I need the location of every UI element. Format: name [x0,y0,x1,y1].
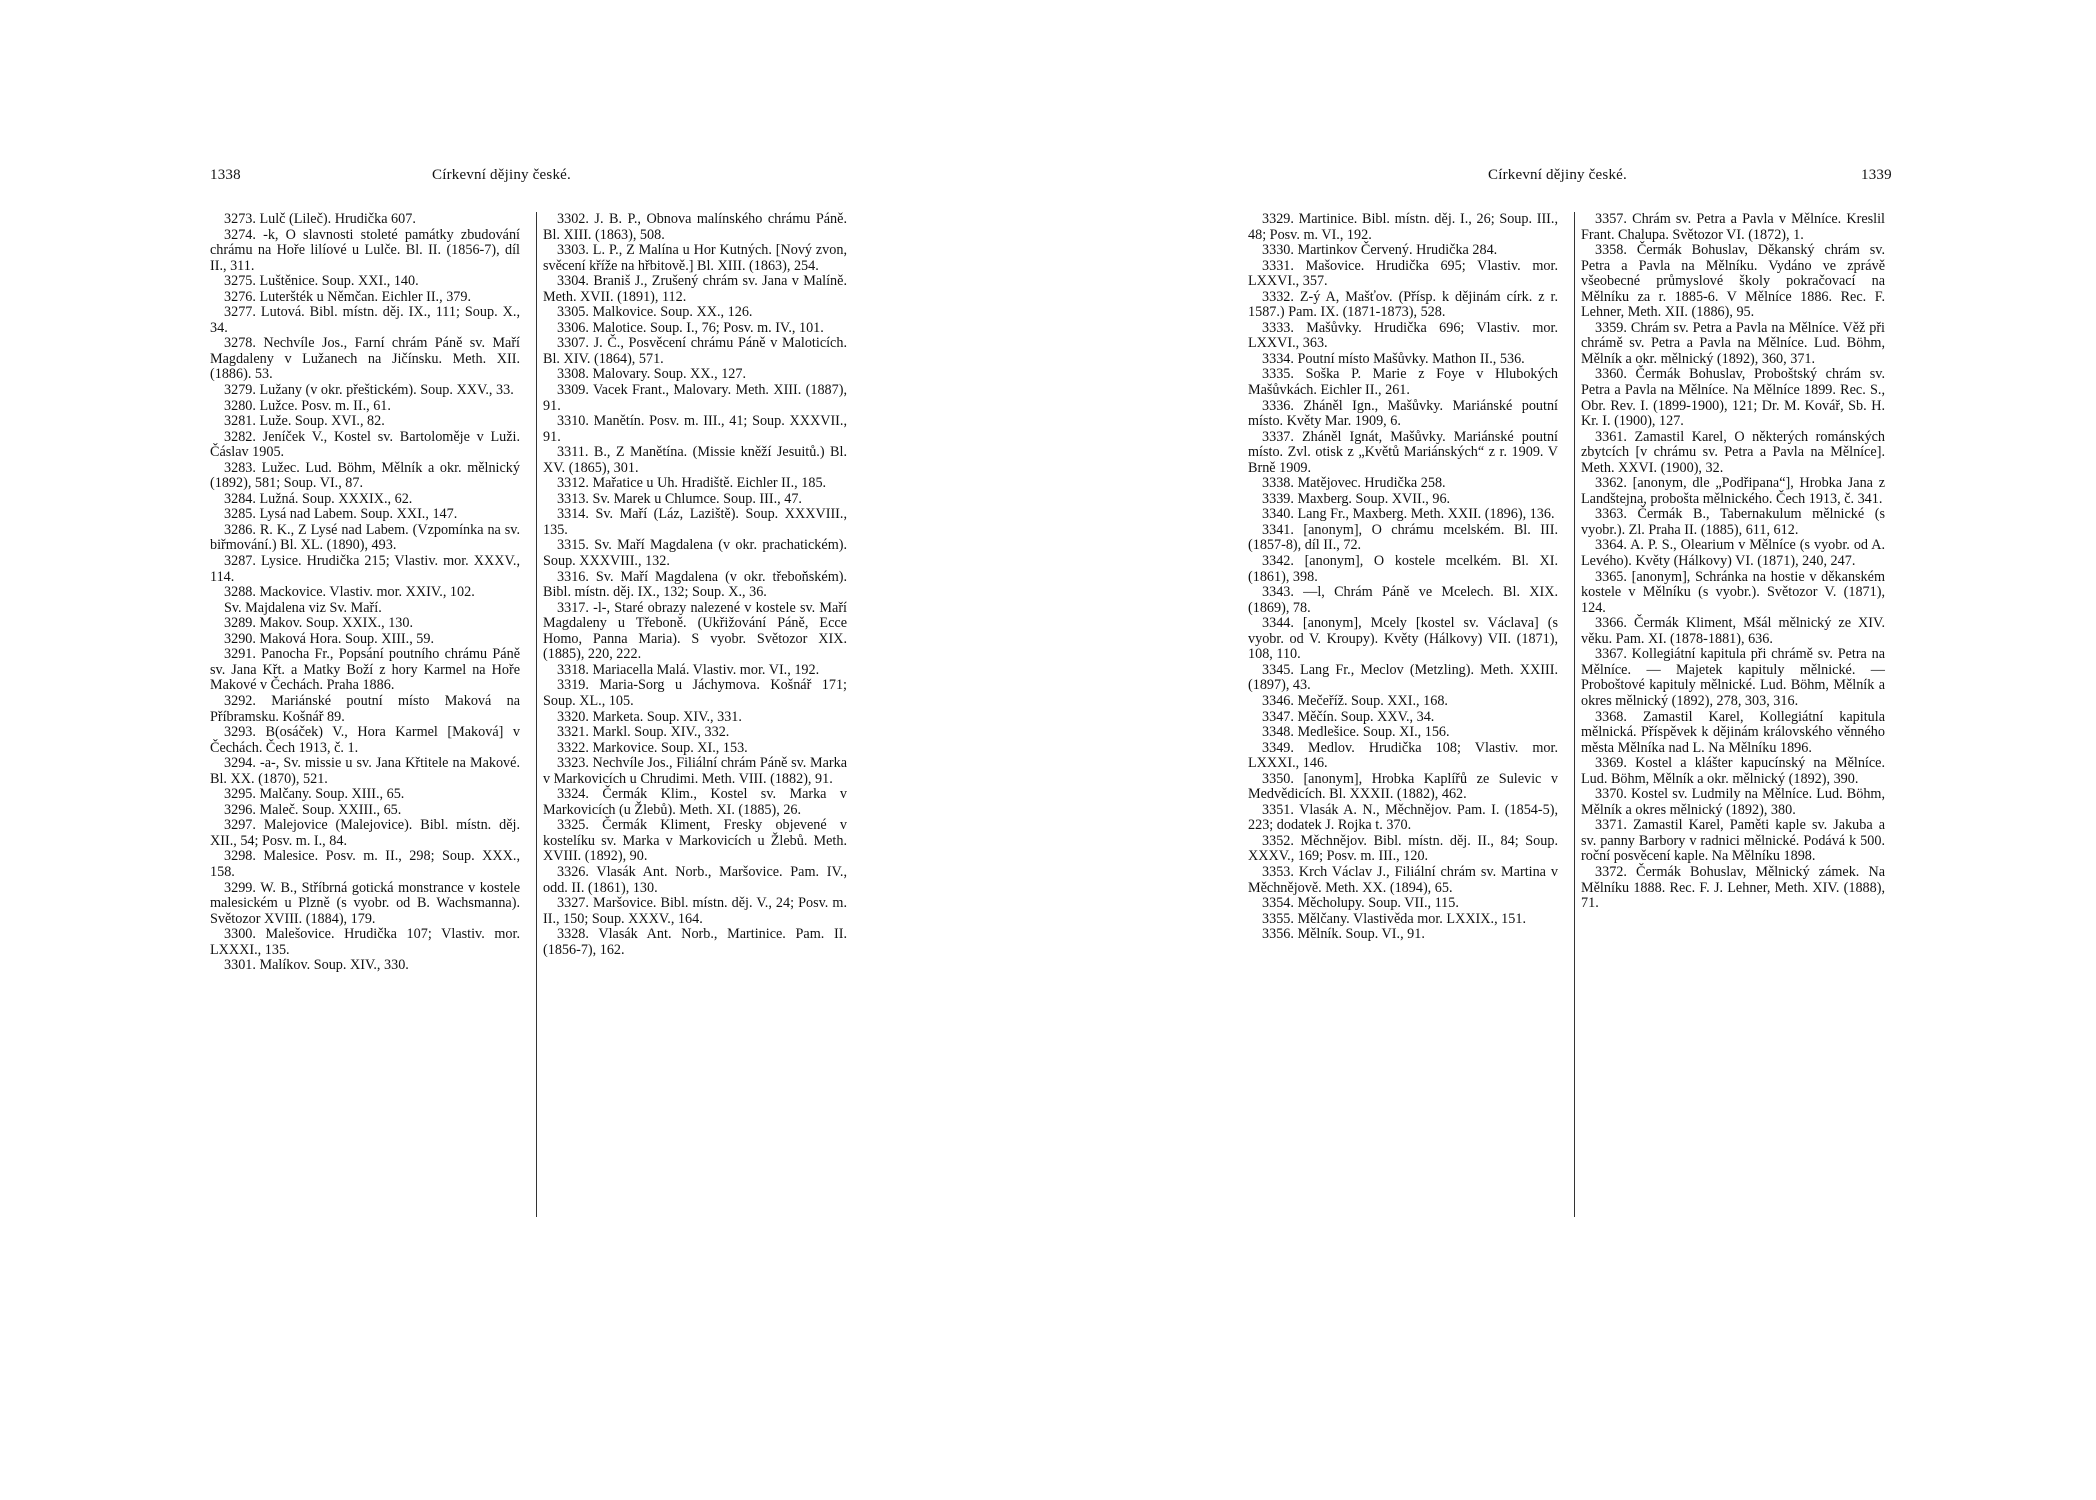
bibliography-entry: 3369. Kostel a klášter kapucínský na Mělníce. Lud. Böhm, Mělník a okr. mělnický (1892), 390. [1581,755,1885,787]
bibliography-entry: 3349. Medlov. Hrudička 108; Vlastiv. mor. LXXXI., 146. [1248,739,1558,772]
bibliography-entry: 3290. Maková Hora. Soup. XIII., 59. [224,630,435,647]
bibliography-entry: 3305. Malkovice. Soup. XX., 126. [557,304,753,321]
bibliography-entry: 3288. Mackovice. Vlastiv. mor. XXIV., 102. [224,584,475,601]
bibliography-entry: 3335. Soška P. Marie z Foye v Hlubokých Mašůvkách. Eichler II., 261. [1248,366,1558,399]
bibliography-entry: 3283. Lužec. Lud. Böhm, Mělník a okr. mělnický (1892), 581; Soup. VI., 87. [210,459,520,492]
bibliography-entry: 3362. [anonym, dle „Podřipana“], Hrobka Jana z Landštejna, probošta mělnického. Čech 1913, č. 341. [1581,475,1885,507]
bibliography-entry: 3327. Maršovice. Bibl. místn. děj. V., 24; Posv. m. II., 150; Soup. XXXV., 164. [543,895,847,927]
bibliography-entry: 3368. Zamastil Karel, Kollegiátní kapitula mělnická. Příspěvek k dějinám královského věnného města Mělníka nad L. Na Mělníku 1896. [1581,708,1885,756]
bibliography-entry: 3280. Lužce. Posv. m. II., 61. [224,397,391,414]
left-column-2 [536,212,847,1217]
bibliography-entry: 3293. B(osáček) V., Hora Karmel [Maková] v Čechách. Čech 1913, č. 1. [210,724,520,756]
right-column-1 [1248,212,1558,943]
bibliography-entry: 3350. [anonym], Hrobka Kaplířů ze Sulevic v Medvědicích. Bl. XXXII. (1882), 462. [1248,770,1558,803]
bibliography-entry: 3357. Chrám sv. Petra a Pavla v Mělníce. Kreslil Frant. Chalupa. Světozor VI. (1872), 1. [1581,211,1885,243]
bibliography-entry: 3292. Mariánské poutní místo Maková na Příbramsku. Košnář 89. [210,692,520,725]
bibliography-entry: 3338. Matějovec. Hrudička 258. [1262,475,1446,492]
bibliography-entry: 3346. Mečeříž. Soup. XXI., 168. [1262,692,1448,709]
bibliography-entry: 3318. Mariacella Malá. Vlastiv. mor. VI., 192. [557,661,820,678]
bibliography-entry: 3286. R. K., Z Lysé nad Labem. (Vzpomínka na sv. biřmování.) Bl. XL. (1890), 493. [210,521,520,554]
bibliography-entry: 3285. Lysá nad Labem. Soup. XXI., 147. [224,506,458,523]
bibliography-entry: 3313. Sv. Marek u Chlumce. Soup. III., 47. [557,490,802,507]
bibliography-entry: 3365. [anonym], Schránka na hostie v děkanském kostele v Mělníku (s vyobr.). Světozor V. (1871), 124. [1581,568,1885,616]
bibliography-entry: 3351. Vlasák A. N., Měchnějov. Pam. I. (1854-5), 223; dodatek J. Rojka t. 370. [1248,801,1558,834]
bibliography-entry: 3276. Luteršték u Němčan. Eichler II., 379. [224,288,472,305]
bibliography-entry: 3359. Chrám sv. Petra a Pavla na Mělníce. Věž při chrámě sv. Petra a Pavla na Mělníce. Lud. Böhm, Mělník a okr. mělnický (1892), 360, 371. [1581,319,1885,367]
bibliography-entry: 3282. Jeníček V., Kostel sv. Bartoloměje v Luži. Čáslav 1905. [210,428,520,461]
bibliography-entry: 3311. B., Z Manětína. (Missie kněží Jesuitů.) Bl. XV. (1865), 301. [543,444,847,476]
bibliography-entry: 3309. Vacek Frant., Malovary. Meth. XIII. (1887), 91. [543,382,847,414]
bibliography-entry: 3360. Čermák Bohuslav, Proboštský chrám sv. Petra a Pavla na Mělníce. Na Mělníce 1899. Rec. S., Obr. Rev. I. (1899-1900), 121; Dr. M. Kovář, Sb. H. Kr. I. (1900), 127. [1581,366,1885,430]
bibliography-entry: 3320. Marketa. Soup. XIV., 331. [557,708,742,725]
bibliography-entry: 3324. Čermák Klim., Kostel sv. Marka v Markovicích (u Žlebů). Meth. XI. (1885), 26. [543,786,847,818]
bibliography-entry: 3342. [anonym], O kostele mcelkém. Bl. XI. (1861), 398. [1248,553,1558,585]
bibliography-entry: 3314. Sv. Maří (Láz, Laziště). Soup. XXXVIII., 135. [543,506,847,538]
bibliography-entry: 3323. Nechvíle Jos., Filiální chrám Páně sv. Marka v Markovicích u Chrudimi. Meth. VIII. (1882), 91. [543,755,847,787]
bibliography-entry: 3316. Sv. Maří Magdalena (v okr. třeboňském). Bibl. místn. děj. IX., 132; Soup. X., 36. [543,568,847,601]
bibliography-entry: 3343. —l, Chrám Páně ve Mcelech. Bl. XIX. (1869), 78. [1248,584,1558,616]
running-title: Církevní dějiny české. [1488,167,1627,183]
bibliography-entry: 3333. Mašůvky. Hrudička 696; Vlastiv. mor. LXXVI., 363. [1248,319,1558,352]
bibliography-entry: 3277. Lutová. Bibl. místn. děj. IX., 111; Soup. X., 34. [210,304,520,336]
bibliography-entry: 3275. Luštěnice. Soup. XXI., 140. [224,273,419,290]
bibliography-entry: 3334. Poutní místo Mašůvky. Mathon II., 536. [1262,350,1525,367]
page-number: 1338 [210,167,241,183]
bibliography-entry: 3336. Zháněl Ign., Mašůvky. Mariánské poutní místo. Květy Mar. 1909, 6. [1248,397,1558,430]
bibliography-entry: 3370. Kostel sv. Ludmily na Mělníce. Lud. Böhm, Mělník a okres mělnický (1892), 380. [1581,786,1885,818]
bibliography-entry: 3306. Malotice. Soup. I., 76; Posv. m. IV., 101. [557,319,824,336]
bibliography-entry: Sv. Majdalena viz Sv. Maří. [224,599,382,616]
bibliography-entry: 3363. Čermák B., Tabernakulum mělnické (s vyobr.). Zl. Praha II. (1885), 611, 612. [1581,506,1885,538]
bibliography-entry: 3308. Malovary. Soup. XX., 127. [557,366,747,383]
bibliography-entry: 3367. Kollegiátní kapitula při chrámě sv. Petra na Mělníce. — Majetek kapituly mělnické. — Proboštové kapituly mělnické. Lud. Böhm, Mělník a okres mělnický (1892), 278, 303, 316. [1581,646,1885,709]
bibliography-entry: 3352. Měchnějov. Bibl. místn. děj. II., 84; Soup. XXXV., 169; Posv. m. III., 120. [1248,832,1558,865]
bibliography-entry: 3274. -k, O slavnosti stoleté památky zbudování chrámu na Hoře lilíové u Lulče. Bl. II. (1856-7), díl II., 311. [210,226,520,274]
bibliography-entry: 3284. Lužná. Soup. XXXIX., 62. [224,490,413,507]
bibliography-entry: 3302. J. B. P., Obnova malínského chrámu Páně. Bl. XIII. (1863), 508. [543,211,847,243]
bibliography-entry: 3297. Malejovice (Malejovice). Bibl. místn. děj. XII., 54; Posv. m. I., 84. [210,817,520,849]
bibliography-entry: 3325. Čermák Kliment, Fresky objevené v kostelíku sv. Marka v Markovicích u Žlebů. Meth. XVIII. (1892), 90. [543,817,847,865]
bibliography-entry: 3337. Zháněl Ignát, Mašůvky. Mariánské poutní místo. Zvl. otisk z „Květů Mariánských“ z r. 1909. V Brně 1909. [1248,428,1558,476]
bibliography-entry: 3289. Makov. Soup. XXIX., 130. [224,615,414,632]
bibliography-entry: 3328. Vlasák Ant. Norb., Martinice. Pam. II. (1856-7), 162. [543,926,847,958]
bibliography-entry: 3310. Manětín. Posv. m. III., 41; Soup. XXXVII., 91. [543,413,847,445]
bibliography-entry: 3347. Měčín. Soup. XXV., 34. [1262,708,1435,725]
bibliography-entry: 3371. Zamastil Karel, Paměti kaple sv. Jakuba a sv. panny Barbory v radnici mělnické. Podává k 500. roční posvěcení kaple. Na Mělníku 1898. [1581,817,1885,865]
page-number: 1339 [1861,167,1892,183]
bibliography-entry: 3322. Markovice. Soup. XI., 153. [557,739,748,756]
bibliography-entry: 3296. Maleč. Soup. XXIII., 65. [224,801,402,818]
right-page [1048,0,2096,1500]
bibliography-entry: 3273. Lulč (Lileč). Hrudička 607. [224,211,416,227]
bibliography-entry: 3294. -a-, Sv. missie u sv. Jana Křtitele na Makové. Bl. XX. (1870), 521. [210,755,520,787]
bibliography-entry: 3345. Lang Fr., Meclov (Metzling). Meth. XXIII. (1897), 43. [1248,661,1558,694]
bibliography-entry: 3278. Nechvíle Jos., Farní chrám Páně sv. Maří Magdaleny v Lužanech na Jičínsku. Meth. XII. (1886). 53. [210,335,520,383]
left-column-1 [210,212,520,974]
bibliography-entry: 3307. J. Č., Posvěcení chrámu Páně v Maloticích. Bl. XIV. (1864), 571. [543,335,847,367]
bibliography-entry: 3366. Čermák Kliment, Mšál mělnický ze XIV. věku. Pam. XI. (1878-1881), 636. [1581,615,1885,647]
bibliography-entry: 3329. Martinice. Bibl. místn. děj. I., 26; Soup. III., 48; Posv. m. VI., 192. [1248,211,1558,243]
bibliography-entry: 3353. Krch Václav J., Filiální chrám sv. Martina v Měchnějově. Meth. XX. (1894), 65. [1248,863,1558,896]
bibliography-entry: 3361. Zamastil Karel, O některých románských zbytcích [v chrámu sv. Petra a Pavla na Mělníce]. Meth. XXVI. (1900), 32. [1581,428,1885,476]
bibliography-entry: 3339. Maxberg. Soup. XVII., 96. [1262,490,1451,507]
bibliography-entry: 3344. [anonym], Mcely [kostel sv. Václava] (s vyobr. od V. Kroupy). Květy (Hálkovy) VII. (1871), 108, 110. [1248,615,1558,663]
bibliography-entry: 3301. Malíkov. Soup. XIV., 330. [224,957,409,974]
bibliography-entry: 3355. Mělčany. Vlastivěda mor. LXXIX., 151. [1262,910,1526,927]
bibliography-entry: 3340. Lang Fr., Maxberg. Meth. XXII. (1896), 136. [1262,506,1555,523]
bibliography-entry: 3291. Panocha Fr., Popsání poutního chrámu Páně sv. Jana Křt. a Matky Boží z hory Karmel na Hoře Makové v Čechách. Praha 1886. [210,646,520,694]
bibliography-entry: 3356. Mělník. Soup. VI., 91. [1262,926,1425,943]
bibliography-entry: 3331. Mašovice. Hrudička 695; Vlastiv. mor. LXXVI., 357. [1248,257,1558,290]
bibliography-entry: 3287. Lysice. Hrudička 215; Vlastiv. mor. XXXV., 114. [210,553,520,585]
bibliography-entry: 3304. Braniš J., Zrušený chrám sv. Jana v Malíně. Meth. XVII. (1891), 112. [543,273,847,305]
bibliography-entry: 3332. Z-ý A, Mašťov. (Přísp. k dějinám círk. z r. 1587.) Pam. IX. (1871-1873), 528. [1248,288,1558,321]
bibliography-entry: 3354. Měcholupy. Soup. VII., 115. [1262,895,1459,912]
bibliography-entry: 3303. L. P., Z Malína u Hor Kutných. [Nový zvon, svěcení kříže na hřbitově.] Bl. XIII. (1863), 254. [543,242,847,274]
bibliography-entry: 3326. Vlasák Ant. Norb., Maršovice. Pam. IV., odd. II. (1861), 130. [543,863,847,896]
bibliography-entry: 3341. [anonym], O chrámu mcelském. Bl. III. (1857-8), díl II., 72. [1248,521,1558,554]
bibliography-entry: 3372. Čermák Bohuslav, Mělnický zámek. Na Mělníku 1888. Rec. F. J. Lehner, Meth. XIV. (1888), 71. [1581,863,1885,912]
right-column-2 [1574,212,1885,1217]
bibliography-entry: 3317. -l-, Staré obrazy nalezené v kostele sv. Maří Magdaleny u Třeboně. (Ukřižování Páně, Ecce Homo, Panna Maria). S vyobr. Světozor XIX. (1885), 220, 222. [543,599,847,663]
bibliography-entry: 3279. Lužany (v okr. přeštickém). Soup. XXV., 33. [224,382,514,399]
bibliography-entry: 3315. Sv. Maří Magdalena (v okr. prachatickém). Soup. XXXVIII., 132. [543,537,847,570]
bibliography-entry: 3348. Medlešice. Soup. XI., 156. [1262,724,1450,741]
bibliography-entry: 3321. Markl. Soup. XIV., 332. [557,724,730,741]
bibliography-entry: 3300. Malešovice. Hrudička 107; Vlastiv. mor. LXXXI., 135. [210,926,520,958]
bibliography-entry: 3330. Martinkov Červený. Hrudička 284. [1262,242,1498,259]
bibliography-entry: 3295. Malčany. Soup. XIII., 65. [224,786,405,803]
bibliography-entry: 3299. W. B., Stříbrná gotická monstrance v kostele malesickém u Plzně (s vyobr. od B. Wachsmanna). Světozor XVIII. (1884), 179. [210,879,520,927]
bibliography-entry: 3364. A. P. S., Olearium v Mělníce (s vyobr. od A. Levého). Květy (Hálkovy) VI. (1871), 240, 247. [1581,537,1885,570]
bibliography-entry: 3358. Čermák Bohuslav, Děkanský chrám sv. Petra a Pavla na Mělníku. Vydáno ve zprávě všeobecné průmyslové školy pokračovací na Mělníku za r. 1885-6. V Mělníce 1886. Rec. F. Lehner, Meth. XII. (1886), 95. [1581,242,1885,321]
running-title: Církevní dějiny české. [432,167,571,183]
bibliography-entry: 3319. Maria-Sorg u Jáchymova. Košnář 171; Soup. XL., 105. [543,677,847,709]
bibliography-entry: 3298. Malesice. Posv. m. II., 298; Soup. XXX., 158. [210,848,520,880]
bibliography-entry: 3312. Mařatice u Uh. Hradiště. Eichler II., 185. [557,475,827,492]
bibliography-entry: 3281. Luže. Soup. XVI., 82. [224,413,385,430]
